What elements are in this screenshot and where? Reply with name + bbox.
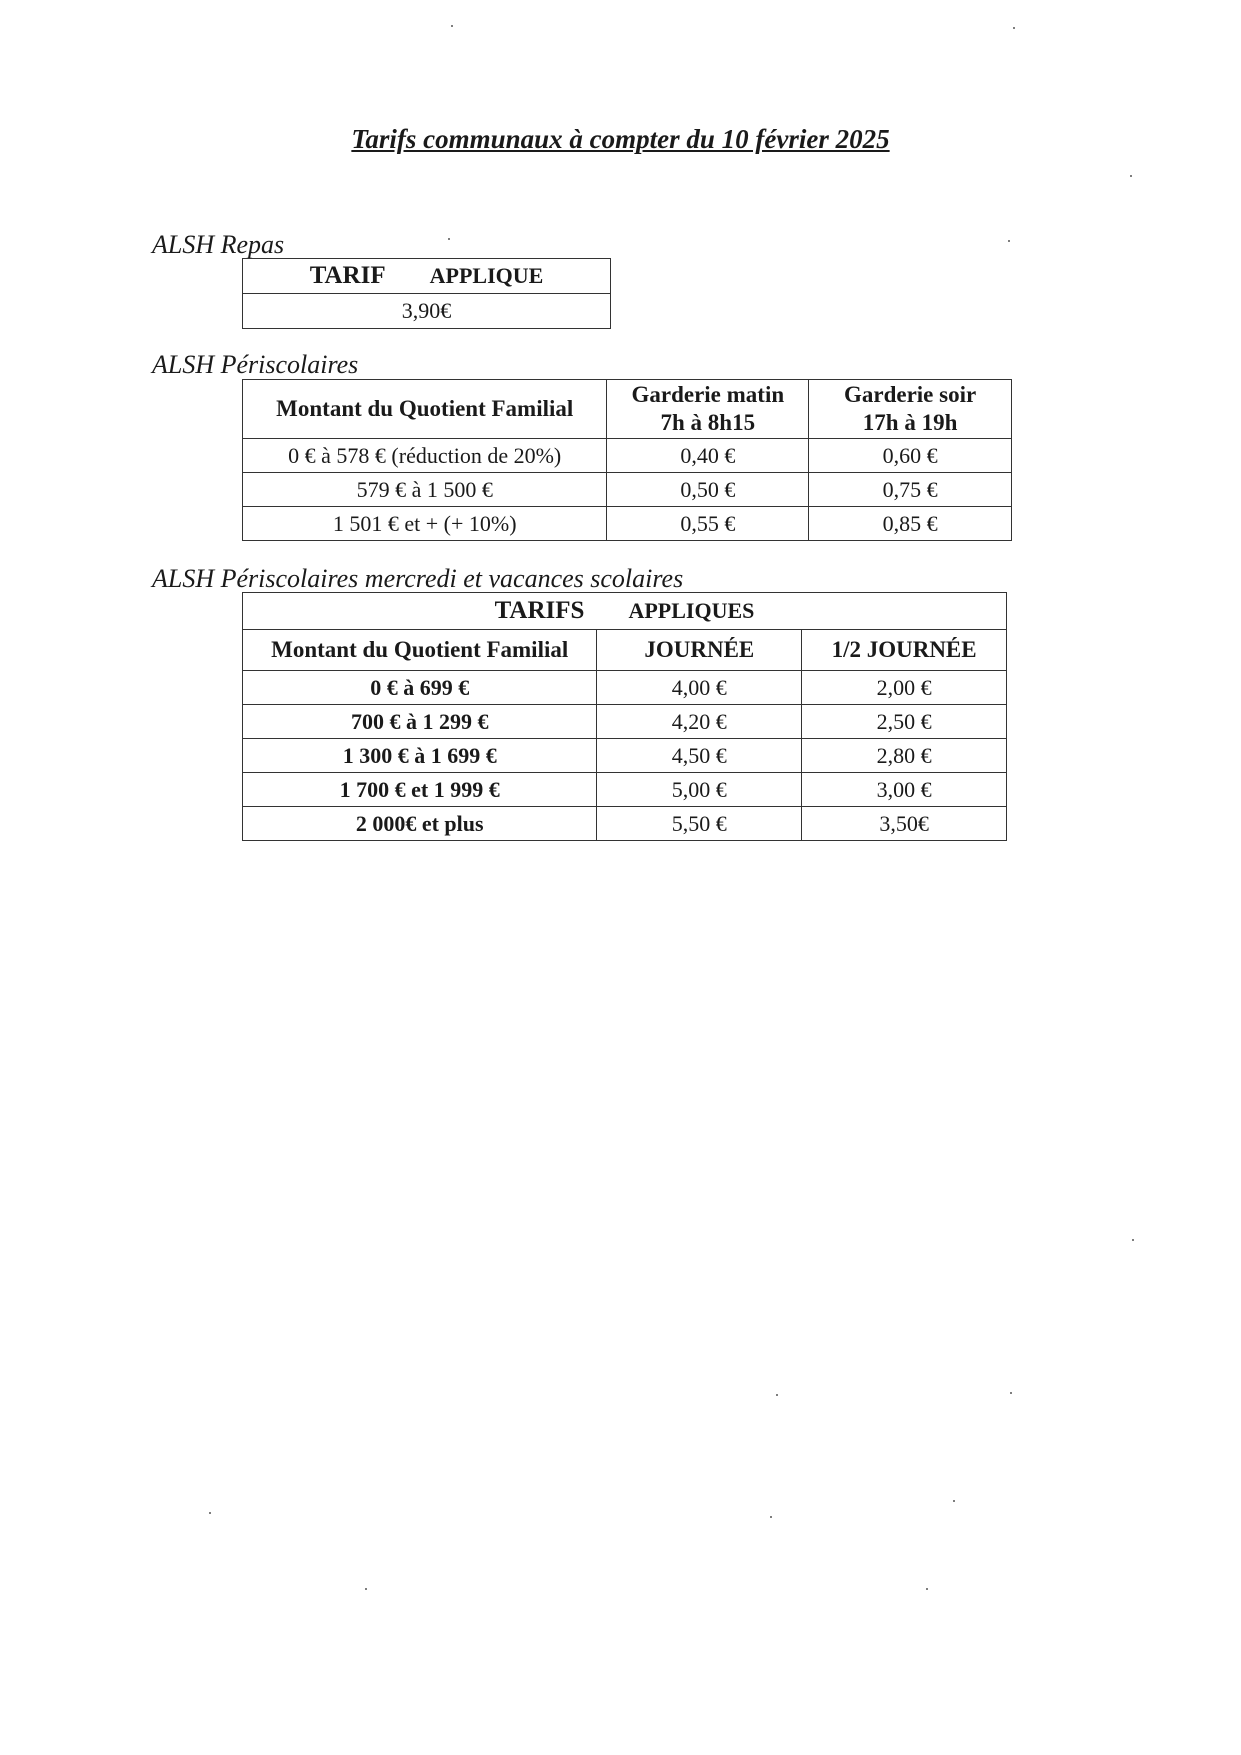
repas-table [242, 258, 611, 329]
matin-cell: 0,50 € [607, 473, 809, 507]
qf-cell: 0 € à 699 € [243, 671, 597, 705]
col-header-soir-line2: 17h à 19h [862, 410, 958, 435]
repas-header-word1: TARIF [309, 262, 386, 289]
table-row [243, 705, 1007, 739]
soir-cell: 0,60 € [809, 439, 1012, 473]
section-title-periscolaires: ALSH Périscolaires [152, 350, 359, 379]
scan-speck [953, 1500, 955, 1502]
demi-journee-cell: 2,50 € [802, 705, 1007, 739]
qf-cell: 1 501 € et + (+ 10%) [243, 507, 607, 541]
soir-cell: 0,75 € [809, 473, 1012, 507]
repas-header-word2: APPLIQUE [429, 263, 544, 288]
periscolaires-table [242, 379, 1012, 541]
table-row [243, 807, 1007, 841]
scan-speck [770, 1516, 772, 1518]
scan-speck [926, 1588, 928, 1590]
scan-speck [448, 238, 450, 240]
scan-speck [1008, 240, 1010, 242]
journee-cell: 4,00 € [597, 671, 802, 705]
col-header-matin-line1: Garderie matin [631, 382, 785, 407]
tarifs-header-word2: APPLIQUES [628, 598, 755, 623]
scan-speck [1010, 1392, 1012, 1394]
scan-speck [776, 1394, 778, 1396]
qf-cell: 1 700 € et 1 999 € [243, 773, 597, 807]
qf-cell: 1 300 € à 1 699 € [243, 739, 597, 773]
demi-journee-cell: 3,00 € [802, 773, 1007, 807]
repas-header-cell [243, 259, 611, 294]
scan-speck [1132, 1239, 1134, 1241]
qf-cell: 579 € à 1 500 € [243, 473, 607, 507]
col-header-demi-journee: 1/2 JOURNÉE [802, 630, 1007, 671]
table-header-row [243, 630, 1007, 671]
soir-cell: 0,85 € [809, 507, 1012, 541]
scan-speck [1130, 175, 1132, 177]
page-title: Tarifs communaux à compter du 10 février 2025 [351, 124, 890, 154]
tarifs-header-cell [243, 593, 1007, 630]
repas-value: 3,90€ [243, 294, 611, 329]
table-row [243, 439, 1012, 473]
journee-cell: 5,00 € [597, 773, 802, 807]
qf-cell: 700 € à 1 299 € [243, 705, 597, 739]
col-header-matin-line2: 7h à 8h15 [660, 410, 756, 435]
matin-cell: 0,55 € [607, 507, 809, 541]
section-title-repas: ALSH Repas [152, 230, 285, 259]
qf-cell: 0 € à 578 € (réduction de 20%) [243, 439, 607, 473]
demi-journee-cell: 2,80 € [802, 739, 1007, 773]
mercredi-table [242, 592, 1007, 841]
table-row [243, 259, 611, 294]
table-row [243, 294, 611, 329]
journee-cell: 5,50 € [597, 807, 802, 841]
demi-journee-cell: 3,50€ [802, 807, 1007, 841]
section-title-mercredi: ALSH Périscolaires mercredi et vacances scolaires [152, 564, 684, 593]
journee-cell: 4,50 € [597, 739, 802, 773]
table-header-row [243, 380, 1012, 439]
journee-cell: 4,20 € [597, 705, 802, 739]
table-row [243, 507, 1012, 541]
demi-journee-cell: 2,00 € [802, 671, 1007, 705]
scan-speck [1013, 27, 1015, 29]
col-header-soir-line1: Garderie soir [843, 382, 977, 407]
col-header-journee: JOURNÉE [597, 630, 802, 671]
scan-speck [451, 25, 453, 27]
table-row [243, 671, 1007, 705]
scan-speck [365, 1588, 367, 1590]
scan-speck [209, 1512, 211, 1514]
matin-cell: 0,40 € [607, 439, 809, 473]
table-row [243, 739, 1007, 773]
tarifs-header-word1: TARIFS [494, 597, 585, 624]
table-row [243, 473, 1012, 507]
col-header-soir [809, 380, 1012, 439]
col-header-qf: Montant du Quotient Familial [243, 380, 607, 439]
col-header-qf: Montant du Quotient Familial [243, 630, 597, 671]
table-header-row [243, 593, 1007, 630]
qf-cell: 2 000€ et plus [243, 807, 597, 841]
col-header-matin [607, 380, 809, 439]
table-row [243, 773, 1007, 807]
